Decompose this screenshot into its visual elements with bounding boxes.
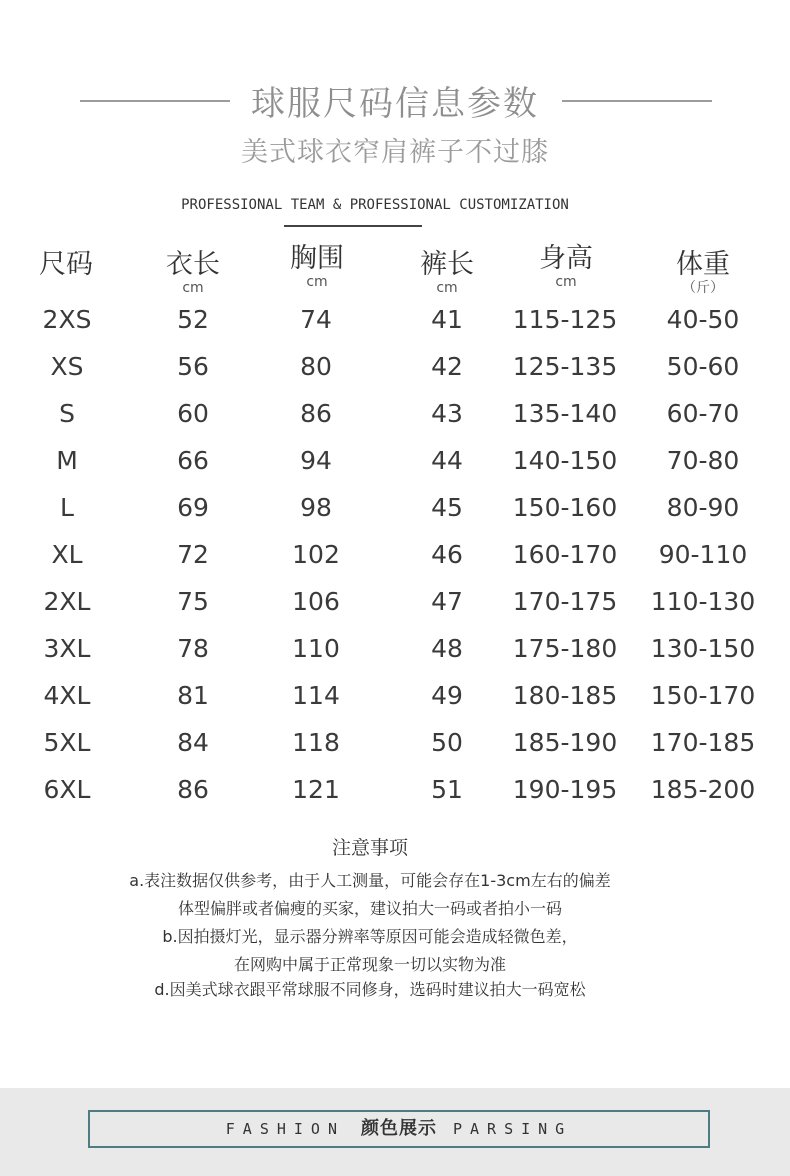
table-row: [0, 531, 790, 578]
cell-length: 78: [177, 634, 209, 663]
cell-height: 160-170: [512, 540, 618, 569]
cell-chest: 86: [300, 399, 332, 428]
cell-length: 66: [177, 446, 209, 475]
notes-title: 注意事项: [331, 837, 408, 859]
cell-size: M: [56, 446, 78, 475]
cell-chest: 98: [300, 493, 332, 522]
cell-size: XS: [50, 352, 84, 381]
cell-size: XL: [51, 540, 83, 569]
column-header-length: 衣长 cm: [166, 249, 220, 296]
note-line: d.因美式球衣跟平常球服不同修身，选码时建议拍大一码宽松: [154, 980, 586, 999]
cell-size: L: [60, 493, 74, 522]
cell-length: 56: [177, 352, 209, 381]
cell-chest: 114: [292, 681, 340, 710]
cell-weight: 80-90: [666, 493, 740, 522]
cell-height: 185-190: [512, 728, 618, 757]
note-line: 在网购中属于正常现象一切以实物为准: [233, 955, 506, 974]
footer-label-color-display: 颜色展示: [361, 1118, 437, 1139]
column-header-chest: 胸围 cm: [290, 243, 344, 290]
table-row: [0, 578, 790, 625]
cell-pants-length: 49: [431, 681, 463, 710]
cell-height: 125-135: [512, 352, 618, 381]
cell-height: 170-175: [512, 587, 618, 616]
table-row: [0, 672, 790, 719]
cell-length: 84: [177, 728, 209, 757]
cell-weight: 90-110: [658, 540, 748, 569]
table-row: [0, 766, 790, 813]
cell-length: 72: [177, 540, 209, 569]
cell-size: S: [59, 399, 75, 428]
cell-pants-length: 41: [431, 305, 463, 334]
cell-height: 180-185: [512, 681, 618, 710]
table-row: [0, 625, 790, 672]
cell-chest: 110: [292, 634, 340, 663]
title-divider-right: [562, 100, 712, 102]
cell-length: 86: [177, 775, 209, 804]
table-row: [0, 390, 790, 437]
footer-label-fashion: FASHION: [225, 1120, 345, 1138]
table-row: [0, 437, 790, 484]
cell-weight: 185-200: [650, 775, 756, 804]
cell-weight: 70-80: [666, 446, 740, 475]
cell-size: 5XL: [43, 728, 91, 757]
cell-pants-length: 46: [431, 540, 463, 569]
cell-length: 52: [177, 305, 209, 334]
cell-chest: 74: [300, 305, 332, 334]
cell-chest: 121: [292, 775, 340, 804]
cell-pants-length: 44: [431, 446, 463, 475]
table-row: [0, 296, 790, 343]
cell-chest: 94: [300, 446, 332, 475]
footer-label-parsing: PARSING: [453, 1120, 573, 1138]
cell-height: 140-150: [512, 446, 618, 475]
cell-size: 2XS: [42, 305, 92, 334]
cell-size: 3XL: [43, 634, 91, 663]
note-line: a.表注数据仅供参考，由于人工测量，可能会存在1-3cm左右的偏差: [129, 871, 611, 890]
cell-chest: 106: [292, 587, 340, 616]
column-header-size: 尺码: [39, 249, 93, 280]
cell-height: 175-180: [512, 634, 618, 663]
cell-weight: 110-130: [650, 587, 756, 616]
column-header-height: 身高 cm: [539, 243, 593, 290]
note-line: b.因拍摄灯光，显示器分辨率等原因可能会造成轻微色差，: [162, 927, 578, 946]
page-subtitle: 美式球衣窄肩裤子不过膝: [241, 137, 549, 168]
cell-pants-length: 45: [431, 493, 463, 522]
cell-length: 81: [177, 681, 209, 710]
cell-size: 2XL: [43, 587, 91, 616]
footer-banner: [88, 1110, 710, 1148]
cell-height: 150-160: [512, 493, 618, 522]
cell-height: 190-195: [512, 775, 618, 804]
note-line: 体型偏胖或者偏瘦的买家，建议拍大一码或者拍小一码: [177, 899, 562, 918]
table-row: [0, 484, 790, 531]
cell-length: 69: [177, 493, 209, 522]
cell-size: 6XL: [43, 775, 91, 804]
cell-weight: 40-50: [666, 305, 740, 334]
cell-pants-length: 43: [431, 399, 463, 428]
cell-size: 4XL: [43, 681, 91, 710]
cell-chest: 118: [292, 728, 340, 757]
page-title: 球服尺码信息参数: [251, 84, 539, 124]
cell-length: 60: [177, 399, 209, 428]
cell-pants-length: 47: [431, 587, 463, 616]
cell-weight: 150-170: [650, 681, 756, 710]
table-row: [0, 343, 790, 390]
title-row: [0, 76, 790, 126]
tagline-underline: [284, 225, 422, 227]
cell-height: 135-140: [512, 399, 618, 428]
column-header-pants-length: 裤长 cm: [420, 249, 474, 296]
cell-pants-length: 51: [431, 775, 463, 804]
table-row: [0, 719, 790, 766]
cell-pants-length: 50: [431, 728, 463, 757]
cell-weight: 170-185: [650, 728, 756, 757]
cell-pants-length: 48: [431, 634, 463, 663]
cell-chest: 102: [292, 540, 340, 569]
cell-weight: 60-70: [666, 399, 740, 428]
tagline: PROFESSIONAL TEAM & PROFESSIONAL CUSTOMIZATION: [181, 197, 569, 213]
cell-height: 115-125: [512, 305, 618, 334]
column-header-weight: 体重 （斤）: [676, 249, 730, 296]
cell-chest: 80: [300, 352, 332, 381]
cell-pants-length: 42: [431, 352, 463, 381]
cell-weight: 130-150: [650, 634, 756, 663]
cell-length: 75: [177, 587, 209, 616]
cell-weight: 50-60: [666, 352, 740, 381]
